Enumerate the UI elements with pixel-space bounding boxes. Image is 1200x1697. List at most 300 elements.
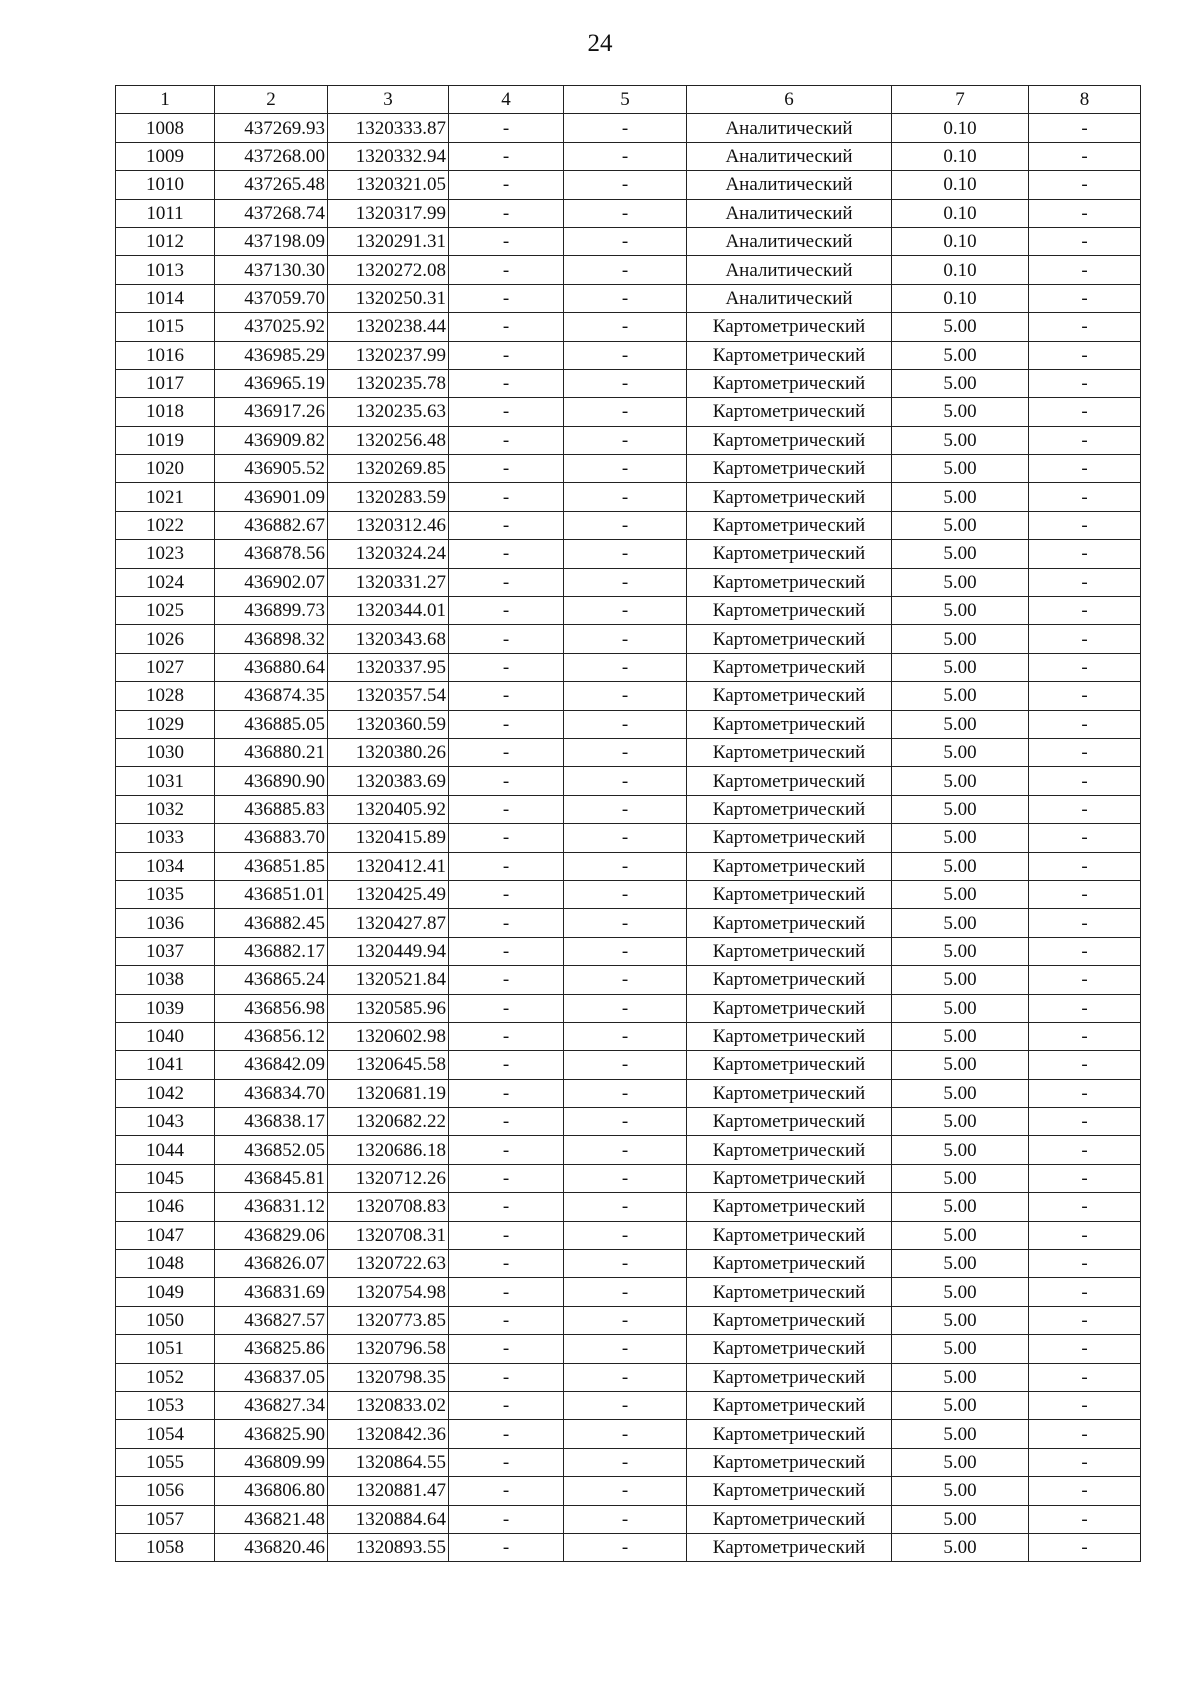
point-number-cell: 1030 xyxy=(116,738,215,766)
column-8-cell: - xyxy=(1029,1079,1141,1107)
column-5-cell: - xyxy=(564,455,687,483)
method-cell: Аналитический xyxy=(687,256,892,284)
column-5-cell: - xyxy=(564,994,687,1022)
column-4-cell: - xyxy=(449,1250,564,1278)
y-coordinate-cell: 1320383.69 xyxy=(328,767,449,795)
point-number-cell: 1011 xyxy=(116,199,215,227)
point-number-cell: 1008 xyxy=(116,114,215,142)
column-4-cell: - xyxy=(449,1335,564,1363)
column-5-cell: - xyxy=(564,1420,687,1448)
point-number-cell: 1014 xyxy=(116,284,215,312)
table-row xyxy=(116,1108,1141,1136)
x-coordinate-cell: 436880.21 xyxy=(215,738,328,766)
table-row xyxy=(116,426,1141,454)
column-8-cell: - xyxy=(1029,966,1141,994)
column-4-cell: - xyxy=(449,1079,564,1107)
y-coordinate-cell: 1320864.55 xyxy=(328,1448,449,1476)
column-5-cell: - xyxy=(564,1221,687,1249)
x-coordinate-cell: 436838.17 xyxy=(215,1108,328,1136)
accuracy-cell: 5.00 xyxy=(892,1391,1029,1419)
accuracy-cell: 5.00 xyxy=(892,1193,1029,1221)
method-cell: Картометрический xyxy=(687,1136,892,1164)
y-coordinate-cell: 1320881.47 xyxy=(328,1477,449,1505)
point-number-cell: 1036 xyxy=(116,909,215,937)
accuracy-cell: 0.10 xyxy=(892,171,1029,199)
table-row xyxy=(116,540,1141,568)
column-5-cell: - xyxy=(564,426,687,454)
table-row xyxy=(116,1051,1141,1079)
x-coordinate-cell: 436821.48 xyxy=(215,1505,328,1533)
method-cell: Картометрический xyxy=(687,1477,892,1505)
column-4-cell: - xyxy=(449,1391,564,1419)
column-4-cell: - xyxy=(449,398,564,426)
method-cell: Картометрический xyxy=(687,1079,892,1107)
y-coordinate-cell: 1320712.26 xyxy=(328,1164,449,1192)
column-5-cell: - xyxy=(564,682,687,710)
point-number-cell: 1042 xyxy=(116,1079,215,1107)
method-cell: Картометрический xyxy=(687,1420,892,1448)
table-header-row xyxy=(116,86,1141,114)
column-5-cell: - xyxy=(564,1505,687,1533)
column-8-cell: - xyxy=(1029,1221,1141,1249)
column-8-cell: - xyxy=(1029,511,1141,539)
point-number-cell: 1035 xyxy=(116,880,215,908)
column-4-cell: - xyxy=(449,1108,564,1136)
y-coordinate-cell: 1320686.18 xyxy=(328,1136,449,1164)
y-coordinate-cell: 1320754.98 xyxy=(328,1278,449,1306)
y-coordinate-cell: 1320256.48 xyxy=(328,426,449,454)
column-8-cell: - xyxy=(1029,824,1141,852)
column-8-cell: - xyxy=(1029,1306,1141,1334)
table-row xyxy=(116,710,1141,738)
column-8-cell: - xyxy=(1029,369,1141,397)
column-4-cell: - xyxy=(449,114,564,142)
method-cell: Картометрический xyxy=(687,1505,892,1533)
y-coordinate-cell: 1320798.35 xyxy=(328,1363,449,1391)
accuracy-cell: 5.00 xyxy=(892,1505,1029,1533)
y-coordinate-cell: 1320796.58 xyxy=(328,1335,449,1363)
column-8-cell: - xyxy=(1029,455,1141,483)
column-8-cell: - xyxy=(1029,142,1141,170)
point-number-cell: 1019 xyxy=(116,426,215,454)
column-4-cell: - xyxy=(449,625,564,653)
accuracy-cell: 5.00 xyxy=(892,994,1029,1022)
column-4-cell: - xyxy=(449,994,564,1022)
accuracy-cell: 5.00 xyxy=(892,483,1029,511)
accuracy-cell: 5.00 xyxy=(892,767,1029,795)
table-row xyxy=(116,227,1141,255)
column-4-cell: - xyxy=(449,1051,564,1079)
x-coordinate-cell: 437198.09 xyxy=(215,227,328,255)
x-coordinate-cell: 436856.98 xyxy=(215,994,328,1022)
table-row xyxy=(116,1221,1141,1249)
column-4-cell: - xyxy=(449,171,564,199)
column-4-cell: - xyxy=(449,710,564,738)
column-4-cell: - xyxy=(449,1164,564,1192)
accuracy-cell: 5.00 xyxy=(892,1448,1029,1476)
accuracy-cell: 5.00 xyxy=(892,511,1029,539)
accuracy-cell: 5.00 xyxy=(892,568,1029,596)
x-coordinate-cell: 436898.32 xyxy=(215,625,328,653)
column-5-cell: - xyxy=(564,795,687,823)
table-row xyxy=(116,1306,1141,1334)
column-8-cell: - xyxy=(1029,738,1141,766)
point-number-cell: 1051 xyxy=(116,1335,215,1363)
point-number-cell: 1053 xyxy=(116,1391,215,1419)
column-4-cell: - xyxy=(449,795,564,823)
column-5-cell: - xyxy=(564,767,687,795)
method-cell: Картометрический xyxy=(687,909,892,937)
point-number-cell: 1016 xyxy=(116,341,215,369)
point-number-cell: 1015 xyxy=(116,313,215,341)
column-5-cell: - xyxy=(564,284,687,312)
column-8-cell: - xyxy=(1029,1250,1141,1278)
point-number-cell: 1043 xyxy=(116,1108,215,1136)
point-number-cell: 1009 xyxy=(116,142,215,170)
column-8-cell: - xyxy=(1029,625,1141,653)
y-coordinate-cell: 1320269.85 xyxy=(328,455,449,483)
column-4-cell: - xyxy=(449,653,564,681)
column-header: 2 xyxy=(215,86,328,114)
table-row xyxy=(116,313,1141,341)
y-coordinate-cell: 1320321.05 xyxy=(328,171,449,199)
column-8-cell: - xyxy=(1029,1448,1141,1476)
method-cell: Аналитический xyxy=(687,199,892,227)
column-5-cell: - xyxy=(564,369,687,397)
point-number-cell: 1032 xyxy=(116,795,215,823)
accuracy-cell: 5.00 xyxy=(892,1108,1029,1136)
point-number-cell: 1040 xyxy=(116,1022,215,1050)
column-8-cell: - xyxy=(1029,227,1141,255)
table-row xyxy=(116,1250,1141,1278)
accuracy-cell: 5.00 xyxy=(892,597,1029,625)
y-coordinate-cell: 1320427.87 xyxy=(328,909,449,937)
table-row xyxy=(116,852,1141,880)
column-8-cell: - xyxy=(1029,284,1141,312)
x-coordinate-cell: 436831.69 xyxy=(215,1278,328,1306)
y-coordinate-cell: 1320331.27 xyxy=(328,568,449,596)
column-4-cell: - xyxy=(449,852,564,880)
column-5-cell: - xyxy=(564,1391,687,1419)
column-5-cell: - xyxy=(564,568,687,596)
table-row xyxy=(116,767,1141,795)
method-cell: Картометрический xyxy=(687,426,892,454)
column-5-cell: - xyxy=(564,824,687,852)
column-5-cell: - xyxy=(564,852,687,880)
accuracy-cell: 5.00 xyxy=(892,426,1029,454)
column-5-cell: - xyxy=(564,966,687,994)
method-cell: Картометрический xyxy=(687,795,892,823)
accuracy-cell: 5.00 xyxy=(892,1250,1029,1278)
point-number-cell: 1052 xyxy=(116,1363,215,1391)
table-row xyxy=(116,199,1141,227)
table-row xyxy=(116,1533,1141,1561)
x-coordinate-cell: 436885.83 xyxy=(215,795,328,823)
column-8-cell: - xyxy=(1029,171,1141,199)
column-header: 8 xyxy=(1029,86,1141,114)
y-coordinate-cell: 1320291.31 xyxy=(328,227,449,255)
column-5-cell: - xyxy=(564,341,687,369)
accuracy-cell: 5.00 xyxy=(892,852,1029,880)
x-coordinate-cell: 437025.92 xyxy=(215,313,328,341)
method-cell: Картометрический xyxy=(687,710,892,738)
column-5-cell: - xyxy=(564,1108,687,1136)
column-8-cell: - xyxy=(1029,483,1141,511)
column-4-cell: - xyxy=(449,426,564,454)
accuracy-cell: 5.00 xyxy=(892,1533,1029,1561)
table-row xyxy=(116,1022,1141,1050)
point-number-cell: 1017 xyxy=(116,369,215,397)
point-number-cell: 1048 xyxy=(116,1250,215,1278)
table-row xyxy=(116,483,1141,511)
y-coordinate-cell: 1320235.78 xyxy=(328,369,449,397)
column-5-cell: - xyxy=(564,1278,687,1306)
y-coordinate-cell: 1320425.49 xyxy=(328,880,449,908)
table-row xyxy=(116,1391,1141,1419)
x-coordinate-cell: 437269.93 xyxy=(215,114,328,142)
point-number-cell: 1038 xyxy=(116,966,215,994)
column-5-cell: - xyxy=(564,880,687,908)
table-row xyxy=(116,738,1141,766)
x-coordinate-cell: 436865.24 xyxy=(215,966,328,994)
method-cell: Картометрический xyxy=(687,1335,892,1363)
point-number-cell: 1049 xyxy=(116,1278,215,1306)
column-8-cell: - xyxy=(1029,1420,1141,1448)
y-coordinate-cell: 1320412.41 xyxy=(328,852,449,880)
column-4-cell: - xyxy=(449,937,564,965)
accuracy-cell: 0.10 xyxy=(892,142,1029,170)
column-5-cell: - xyxy=(564,710,687,738)
table-row xyxy=(116,171,1141,199)
method-cell: Картометрический xyxy=(687,1278,892,1306)
column-header: 7 xyxy=(892,86,1029,114)
y-coordinate-cell: 1320833.02 xyxy=(328,1391,449,1419)
accuracy-cell: 5.00 xyxy=(892,313,1029,341)
x-coordinate-cell: 436827.57 xyxy=(215,1306,328,1334)
column-header: 6 xyxy=(687,86,892,114)
method-cell: Аналитический xyxy=(687,171,892,199)
accuracy-cell: 5.00 xyxy=(892,682,1029,710)
table-row xyxy=(116,1363,1141,1391)
x-coordinate-cell: 436901.09 xyxy=(215,483,328,511)
y-coordinate-cell: 1320722.63 xyxy=(328,1250,449,1278)
y-coordinate-cell: 1320272.08 xyxy=(328,256,449,284)
column-8-cell: - xyxy=(1029,937,1141,965)
point-number-cell: 1050 xyxy=(116,1306,215,1334)
coordinates-table xyxy=(115,85,1141,1562)
point-number-cell: 1046 xyxy=(116,1193,215,1221)
y-coordinate-cell: 1320893.55 xyxy=(328,1533,449,1561)
column-8-cell: - xyxy=(1029,1051,1141,1079)
accuracy-cell: 5.00 xyxy=(892,625,1029,653)
column-8-cell: - xyxy=(1029,880,1141,908)
accuracy-cell: 5.00 xyxy=(892,1051,1029,1079)
x-coordinate-cell: 437268.74 xyxy=(215,199,328,227)
column-8-cell: - xyxy=(1029,994,1141,1022)
method-cell: Картометрический xyxy=(687,682,892,710)
table-row xyxy=(116,1136,1141,1164)
column-4-cell: - xyxy=(449,966,564,994)
column-5-cell: - xyxy=(564,540,687,568)
table-row xyxy=(116,597,1141,625)
column-5-cell: - xyxy=(564,142,687,170)
column-8-cell: - xyxy=(1029,313,1141,341)
y-coordinate-cell: 1320312.46 xyxy=(328,511,449,539)
column-5-cell: - xyxy=(564,1363,687,1391)
accuracy-cell: 5.00 xyxy=(892,1164,1029,1192)
x-coordinate-cell: 436809.99 xyxy=(215,1448,328,1476)
point-number-cell: 1057 xyxy=(116,1505,215,1533)
page-number: 24 xyxy=(587,30,613,57)
column-5-cell: - xyxy=(564,1136,687,1164)
accuracy-cell: 5.00 xyxy=(892,1420,1029,1448)
accuracy-cell: 5.00 xyxy=(892,540,1029,568)
column-5-cell: - xyxy=(564,1533,687,1561)
accuracy-cell: 0.10 xyxy=(892,227,1029,255)
column-4-cell: - xyxy=(449,227,564,255)
column-8-cell: - xyxy=(1029,398,1141,426)
x-coordinate-cell: 436842.09 xyxy=(215,1051,328,1079)
table-row xyxy=(116,625,1141,653)
table-row xyxy=(116,1335,1141,1363)
column-4-cell: - xyxy=(449,284,564,312)
method-cell: Картометрический xyxy=(687,1051,892,1079)
accuracy-cell: 5.00 xyxy=(892,398,1029,426)
column-4-cell: - xyxy=(449,824,564,852)
point-number-cell: 1023 xyxy=(116,540,215,568)
point-number-cell: 1056 xyxy=(116,1477,215,1505)
y-coordinate-cell: 1320324.24 xyxy=(328,540,449,568)
y-coordinate-cell: 1320449.94 xyxy=(328,937,449,965)
table-row xyxy=(116,256,1141,284)
column-4-cell: - xyxy=(449,909,564,937)
column-5-cell: - xyxy=(564,511,687,539)
column-4-cell: - xyxy=(449,1533,564,1561)
method-cell: Картометрический xyxy=(687,852,892,880)
accuracy-cell: 5.00 xyxy=(892,937,1029,965)
method-cell: Картометрический xyxy=(687,1221,892,1249)
x-coordinate-cell: 436965.19 xyxy=(215,369,328,397)
column-8-cell: - xyxy=(1029,682,1141,710)
x-coordinate-cell: 436829.06 xyxy=(215,1221,328,1249)
point-number-cell: 1058 xyxy=(116,1533,215,1561)
column-8-cell: - xyxy=(1029,568,1141,596)
column-5-cell: - xyxy=(564,653,687,681)
column-header: 1 xyxy=(116,86,215,114)
column-4-cell: - xyxy=(449,568,564,596)
point-number-cell: 1045 xyxy=(116,1164,215,1192)
column-5-cell: - xyxy=(564,227,687,255)
accuracy-cell: 5.00 xyxy=(892,795,1029,823)
method-cell: Картометрический xyxy=(687,455,892,483)
column-5-cell: - xyxy=(564,114,687,142)
accuracy-cell: 5.00 xyxy=(892,909,1029,937)
point-number-cell: 1047 xyxy=(116,1221,215,1249)
column-8-cell: - xyxy=(1029,1363,1141,1391)
table-row xyxy=(116,369,1141,397)
y-coordinate-cell: 1320235.63 xyxy=(328,398,449,426)
column-4-cell: - xyxy=(449,256,564,284)
column-8-cell: - xyxy=(1029,1477,1141,1505)
y-coordinate-cell: 1320708.31 xyxy=(328,1221,449,1249)
method-cell: Аналитический xyxy=(687,142,892,170)
column-4-cell: - xyxy=(449,511,564,539)
point-number-cell: 1037 xyxy=(116,937,215,965)
accuracy-cell: 5.00 xyxy=(892,341,1029,369)
point-number-cell: 1041 xyxy=(116,1051,215,1079)
column-8-cell: - xyxy=(1029,1136,1141,1164)
accuracy-cell: 5.00 xyxy=(892,1477,1029,1505)
method-cell: Картометрический xyxy=(687,1391,892,1419)
table-row xyxy=(116,682,1141,710)
point-number-cell: 1054 xyxy=(116,1420,215,1448)
x-coordinate-cell: 436878.56 xyxy=(215,540,328,568)
column-4-cell: - xyxy=(449,540,564,568)
accuracy-cell: 5.00 xyxy=(892,653,1029,681)
column-4-cell: - xyxy=(449,142,564,170)
method-cell: Картометрический xyxy=(687,369,892,397)
method-cell: Картометрический xyxy=(687,1193,892,1221)
column-header: 5 xyxy=(564,86,687,114)
y-coordinate-cell: 1320585.96 xyxy=(328,994,449,1022)
table-row xyxy=(116,455,1141,483)
column-header: 3 xyxy=(328,86,449,114)
column-8-cell: - xyxy=(1029,1108,1141,1136)
accuracy-cell: 0.10 xyxy=(892,284,1029,312)
point-number-cell: 1031 xyxy=(116,767,215,795)
method-cell: Картометрический xyxy=(687,937,892,965)
x-coordinate-cell: 436882.67 xyxy=(215,511,328,539)
point-number-cell: 1026 xyxy=(116,625,215,653)
y-coordinate-cell: 1320357.54 xyxy=(328,682,449,710)
column-8-cell: - xyxy=(1029,1022,1141,1050)
column-4-cell: - xyxy=(449,1193,564,1221)
x-coordinate-cell: 436909.82 xyxy=(215,426,328,454)
x-coordinate-cell: 437265.48 xyxy=(215,171,328,199)
table-row xyxy=(116,1477,1141,1505)
table-row xyxy=(116,284,1141,312)
accuracy-cell: 0.10 xyxy=(892,199,1029,227)
table-row xyxy=(116,511,1141,539)
table-body xyxy=(116,114,1141,1562)
method-cell: Картометрический xyxy=(687,597,892,625)
column-5-cell: - xyxy=(564,597,687,625)
column-8-cell: - xyxy=(1029,909,1141,937)
point-number-cell: 1039 xyxy=(116,994,215,1022)
column-8-cell: - xyxy=(1029,1505,1141,1533)
x-coordinate-cell: 436806.80 xyxy=(215,1477,328,1505)
column-5-cell: - xyxy=(564,313,687,341)
x-coordinate-cell: 436834.70 xyxy=(215,1079,328,1107)
accuracy-cell: 0.10 xyxy=(892,256,1029,284)
table-row xyxy=(116,142,1141,170)
column-8-cell: - xyxy=(1029,1164,1141,1192)
accuracy-cell: 5.00 xyxy=(892,1306,1029,1334)
method-cell: Картометрический xyxy=(687,824,892,852)
accuracy-cell: 5.00 xyxy=(892,710,1029,738)
point-number-cell: 1021 xyxy=(116,483,215,511)
y-coordinate-cell: 1320283.59 xyxy=(328,483,449,511)
accuracy-cell: 5.00 xyxy=(892,455,1029,483)
column-4-cell: - xyxy=(449,1505,564,1533)
point-number-cell: 1024 xyxy=(116,568,215,596)
accuracy-cell: 5.00 xyxy=(892,1022,1029,1050)
column-5-cell: - xyxy=(564,1051,687,1079)
column-5-cell: - xyxy=(564,1193,687,1221)
x-coordinate-cell: 436825.90 xyxy=(215,1420,328,1448)
x-coordinate-cell: 436874.35 xyxy=(215,682,328,710)
column-5-cell: - xyxy=(564,1477,687,1505)
